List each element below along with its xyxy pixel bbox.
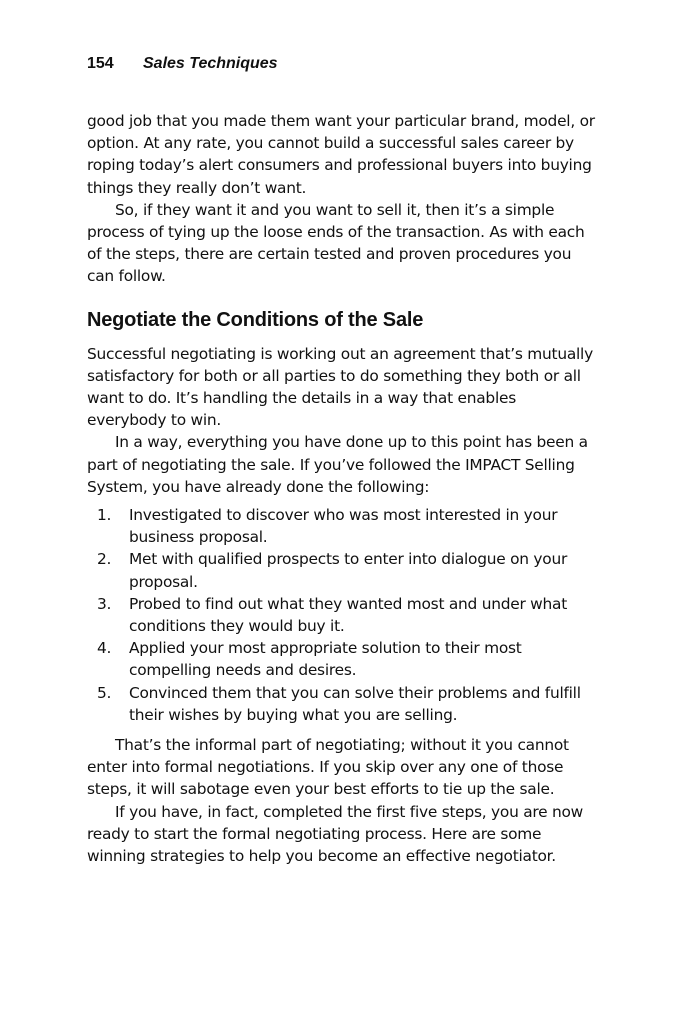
paragraph: So, if they want it and you want to sell it, then it’s a simple process of tying up the loose ends of the transaction. As with each of the steps, there are certain tested and proven procedures you can follow. bbox=[87, 200, 585, 286]
list-item-text: Investigated to discover who was most interested in your business proposal. bbox=[129, 506, 558, 547]
list-item bbox=[97, 682, 599, 726]
list-item-text: Applied your most appropriate solution to their most compelling needs and desires. bbox=[129, 639, 522, 680]
list-item bbox=[97, 637, 599, 681]
book-page bbox=[87, 52, 599, 867]
running-head bbox=[87, 52, 599, 76]
list-item-text: Probed to find out what they wanted most and under what conditions they would buy it. bbox=[129, 594, 567, 636]
steps-list bbox=[87, 504, 599, 726]
list-item bbox=[97, 548, 599, 592]
section-heading: Negotiate the Conditions of the Sale bbox=[87, 308, 424, 331]
paragraph: Successful negotiating is working out an agreement that’s mutually satisfactory for both or all parties to do something they both or all want to do. It’s handling the details in a way that enables everybody to win. bbox=[87, 344, 593, 430]
paragraph: In a way, everything you have done up to this point has been a part of negotiating the sale. If you’ve followed the IMPACT Selling System, you have already done the following: bbox=[87, 433, 588, 496]
list-number: 4. bbox=[97, 639, 112, 658]
list-item bbox=[97, 593, 599, 637]
list-number: 2. bbox=[97, 550, 112, 569]
list-number: 3. bbox=[97, 594, 112, 613]
paragraph: If you have, in fact, completed the first five steps, you are now ready to start the formal negotiating process. Here are some winning strategies to help you become an effective negotiator. bbox=[87, 802, 584, 866]
list-item bbox=[97, 504, 599, 548]
paragraph-continued: good job that you made them want your particular brand, model, or option. At any rate, you cannot build a successful sales career by roping today’s alert consumers and professional buyers into buying things they really don’t want. bbox=[87, 112, 595, 197]
list-item-text: Convinced them that you can solve their problems and fulfill their wishes by buying what you are selling. bbox=[129, 683, 581, 724]
paragraph: That’s the informal part of negotiating; without it you cannot enter into formal negotiations. If you skip over any one of those steps, it will sabotage even your best efforts to tie up the sale. bbox=[87, 736, 569, 799]
list-number: 5. bbox=[97, 683, 112, 702]
page-number: 154 bbox=[87, 55, 114, 72]
list-item-text: Met with qualified prospects to enter into dialogue on your proposal. bbox=[129, 550, 568, 591]
list-number: 1. bbox=[97, 506, 112, 525]
body-text bbox=[87, 110, 599, 867]
running-title: Sales Techniques bbox=[143, 55, 278, 72]
